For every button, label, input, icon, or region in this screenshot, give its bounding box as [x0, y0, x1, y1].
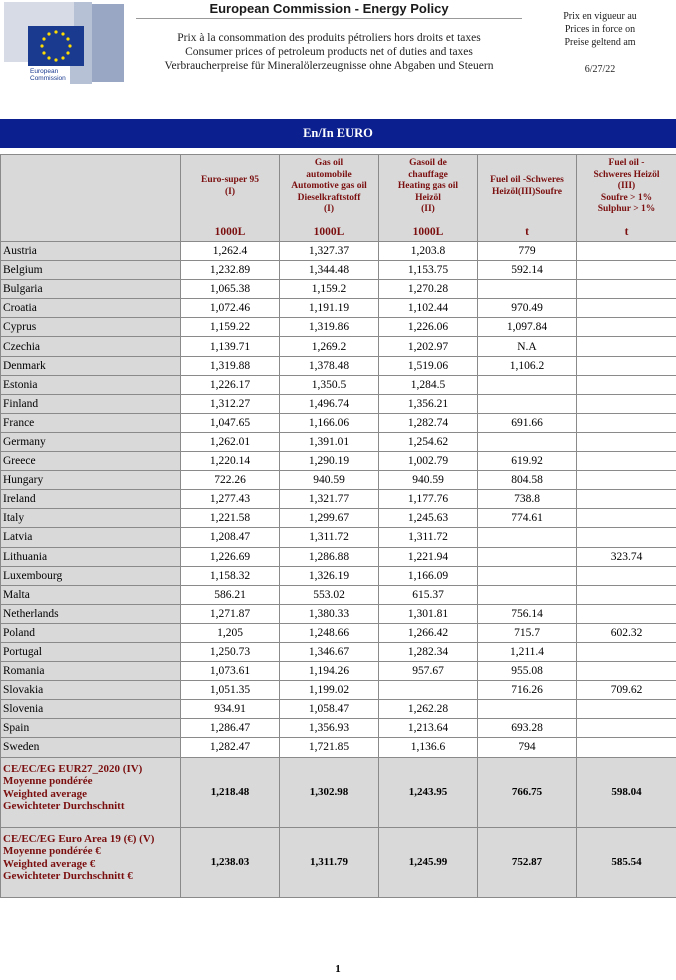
price-cell: 619.92: [478, 452, 577, 471]
price-cell: 756.14: [478, 604, 577, 623]
price-cell: 693.28: [478, 719, 577, 738]
table-row: [1, 585, 676, 604]
table-row: [1, 642, 676, 661]
price-cell: 722.26: [181, 471, 280, 490]
logo-text-line1: European: [30, 68, 59, 75]
price-cell: 1,250.73: [181, 642, 280, 661]
price-cell: 1,136.6: [379, 738, 478, 757]
price-cell: 1,073.61: [181, 662, 280, 681]
price-cell: 323.74: [577, 547, 676, 566]
price-cell: 1,211.4: [478, 642, 577, 661]
price-cell: 1,290.19: [280, 452, 379, 471]
price-cell: 1,262.4: [181, 242, 280, 261]
price-cell: 1,286.47: [181, 719, 280, 738]
country-cell: Portugal: [1, 642, 181, 661]
price-cell: 615.37: [379, 585, 478, 604]
column-unit: 1000L: [412, 225, 444, 238]
price-cell: [478, 566, 577, 585]
price-cell: 1,226.06: [379, 318, 478, 337]
title-divider: [136, 18, 522, 19]
country-cell: Netherlands: [1, 604, 181, 623]
price-cell: [577, 719, 676, 738]
price-cell: N.A: [478, 337, 577, 356]
country-cell: France: [1, 413, 181, 432]
price-cell: 1,166.09: [379, 566, 478, 585]
table-row: [1, 547, 676, 566]
table-header-row: [1, 155, 676, 242]
report-subtitles: [136, 31, 522, 73]
price-cell: 1,047.65: [181, 413, 280, 432]
price-cell: 1,166.06: [280, 413, 379, 432]
price-cell: 709.62: [577, 681, 676, 700]
page-number: 1: [335, 963, 341, 975]
weighted-average-value: 1,302.98: [280, 757, 379, 827]
table-row: [1, 528, 676, 547]
column-unit: 1000L: [313, 225, 345, 238]
table-row: [1, 413, 676, 432]
table-row: [1, 700, 676, 719]
price-cell: 691.66: [478, 413, 577, 432]
column-label: Gasoil de chauffage Heating gas oil Heizöl (II): [397, 158, 459, 214]
price-cell: 1,319.86: [280, 318, 379, 337]
price-cell: 1,226.17: [181, 375, 280, 394]
table-row: [1, 299, 676, 318]
report-date: 6/27/22: [584, 64, 616, 75]
column-header-heating-gas-oil: [379, 155, 478, 242]
table-row: [1, 375, 676, 394]
price-cell: 1,327.37: [280, 242, 379, 261]
table-row: [1, 261, 676, 280]
column-unit: t: [624, 225, 629, 238]
price-cell: [577, 356, 676, 375]
column-unit: t: [525, 225, 529, 238]
price-cell: 1,058.47: [280, 700, 379, 719]
price-cell: [577, 452, 676, 471]
table-body: [1, 242, 676, 898]
country-cell: Ireland: [1, 490, 181, 509]
price-cell: 1,266.42: [379, 623, 478, 642]
report-header: [136, 0, 522, 86]
column-header-fuel-oil-high-sulphur: [577, 155, 676, 242]
price-cell: 1,097.84: [478, 318, 577, 337]
price-cell: 1,065.38: [181, 280, 280, 299]
price-cell: 1,312.27: [181, 394, 280, 413]
weighted-average-value: 1,311.79: [280, 827, 379, 897]
price-cell: 1,072.46: [181, 299, 280, 318]
country-cell: Croatia: [1, 299, 181, 318]
price-cell: 1,269.2: [280, 337, 379, 356]
table-row: [1, 604, 676, 623]
price-cell: 1,277.43: [181, 490, 280, 509]
price-cell: 957.67: [379, 662, 478, 681]
price-cell: 1,378.48: [280, 356, 379, 375]
price-cell: [577, 318, 676, 337]
price-cell: [478, 432, 577, 451]
table-row: [1, 471, 676, 490]
price-cell: 1,102.44: [379, 299, 478, 318]
price-cell: 1,282.47: [181, 738, 280, 757]
table-row: [1, 452, 676, 471]
country-cell: Spain: [1, 719, 181, 738]
subtitle-de: Verbraucherpreise für Mineralölerzeugnisse ohne Abgaben und Steuern: [164, 60, 494, 72]
weighted-average-row: [1, 757, 676, 827]
price-cell: 716.26: [478, 681, 577, 700]
price-cell: 774.61: [478, 509, 577, 528]
price-cell: [577, 509, 676, 528]
table-row: [1, 280, 676, 299]
price-cell: [577, 528, 676, 547]
weighted-average-value: 585.54: [577, 827, 676, 897]
weighted-average-value: 598.04: [577, 757, 676, 827]
price-cell: [379, 681, 478, 700]
eu-building-logo-icon: [0, 0, 128, 86]
table-row: [1, 318, 676, 337]
prices-in-force: [540, 10, 660, 76]
table-row: [1, 337, 676, 356]
price-cell: [478, 394, 577, 413]
price-cell: 553.02: [280, 585, 379, 604]
price-cell: [577, 242, 676, 261]
price-cell: [577, 585, 676, 604]
country-cell: Cyprus: [1, 318, 181, 337]
price-cell: 779: [478, 242, 577, 261]
price-cell: [577, 738, 676, 757]
report-title: European Commission - Energy Policy: [209, 1, 449, 16]
price-cell: 1,319.88: [181, 356, 280, 375]
country-cell: Sweden: [1, 738, 181, 757]
country-cell: Germany: [1, 432, 181, 451]
weighted-average-label: CE/EC/EG EUR27_2020 (IV) Moyenne pondérée Weighted average Gewichteter Durchschnitt: [1, 757, 181, 827]
price-cell: [577, 337, 676, 356]
price-cell: 940.59: [280, 471, 379, 490]
country-cell: Slovakia: [1, 681, 181, 700]
in-force-de: Preise geltend am: [564, 37, 636, 48]
price-cell: [478, 700, 577, 719]
table-row: [1, 623, 676, 642]
price-cell: 1,356.21: [379, 394, 478, 413]
country-cell: Bulgaria: [1, 280, 181, 299]
price-cell: 1,391.01: [280, 432, 379, 451]
price-cell: 738.8: [478, 490, 577, 509]
column-label: Euro-super 95 (I): [201, 175, 259, 197]
price-cell: 715.7: [478, 623, 577, 642]
price-cell: [577, 700, 676, 719]
country-cell: Hungary: [1, 471, 181, 490]
price-cell: [577, 261, 676, 280]
weighted-average-value: 1,238.03: [181, 827, 280, 897]
country-cell: Finland: [1, 394, 181, 413]
price-cell: [577, 642, 676, 661]
price-cell: 1,270.28: [379, 280, 478, 299]
price-cell: [577, 662, 676, 681]
price-cell: 1,051.35: [181, 681, 280, 700]
price-cell: 1,245.63: [379, 509, 478, 528]
price-cell: [577, 566, 676, 585]
weighted-average-label: CE/EC/EG Euro Area 19 (€) (V) Moyenne pondérée € Weighted average € Gewichteter Durchschnitt €: [1, 827, 181, 897]
price-cell: 592.14: [478, 261, 577, 280]
country-cell: Estonia: [1, 375, 181, 394]
price-cell: 1,496.74: [280, 394, 379, 413]
table-row: [1, 490, 676, 509]
price-cell: 1,721.85: [280, 738, 379, 757]
price-cell: 586.21: [181, 585, 280, 604]
price-cell: [577, 490, 676, 509]
price-cell: 1,262.28: [379, 700, 478, 719]
price-cell: [577, 413, 676, 432]
price-cell: 1,232.89: [181, 261, 280, 280]
price-cell: 1,159.22: [181, 318, 280, 337]
price-cell: [478, 375, 577, 394]
column-header-automotive-gas-oil: [280, 155, 379, 242]
in-force-fr: Prix en vigueur au: [563, 11, 637, 22]
column-header-fuel-oil-low-sulphur: [478, 155, 577, 242]
price-cell: [577, 394, 676, 413]
price-cell: 1,220.14: [181, 452, 280, 471]
price-cell: 1,199.02: [280, 681, 379, 700]
price-cell: 602.32: [577, 623, 676, 642]
price-cell: 1,282.34: [379, 642, 478, 661]
european-commission-logo: [0, 0, 128, 86]
subtitle-en: Consumer prices of petroleum products net of duties and taxes: [185, 46, 473, 58]
table-row: [1, 719, 676, 738]
country-cell: Slovenia: [1, 700, 181, 719]
table-row: [1, 432, 676, 451]
country-cell: Latvia: [1, 528, 181, 547]
price-cell: 955.08: [478, 662, 577, 681]
column-label: Fuel oil -Schweres Heizöl(III)Soufre: [490, 175, 564, 197]
price-cell: 794: [478, 738, 577, 757]
price-cell: 1,346.67: [280, 642, 379, 661]
price-cell: 1,321.77: [280, 490, 379, 509]
weighted-average-value: 766.75: [478, 757, 577, 827]
country-cell: Luxembourg: [1, 566, 181, 585]
price-cell: 1,205: [181, 623, 280, 642]
price-cell: [577, 432, 676, 451]
price-cell: 1,301.81: [379, 604, 478, 623]
table-row: [1, 394, 676, 413]
price-cell: 1,194.26: [280, 662, 379, 681]
price-cell: 1,177.76: [379, 490, 478, 509]
price-cell: 1,203.8: [379, 242, 478, 261]
currency-band: En/In EURO: [0, 119, 676, 148]
price-cell: 1,299.67: [280, 509, 379, 528]
price-cell: 1,221.94: [379, 547, 478, 566]
country-cell: Czechia: [1, 337, 181, 356]
price-cell: 1,344.48: [280, 261, 379, 280]
table-row: [1, 566, 676, 585]
table-row: [1, 242, 676, 261]
column-label: Gas oil automobile Automotive gas oil Dieselkraftstoff (I): [291, 158, 367, 214]
price-cell: 1,248.66: [280, 623, 379, 642]
price-cell: 1,284.5: [379, 375, 478, 394]
price-cell: 1,106.2: [478, 356, 577, 375]
price-cell: [577, 375, 676, 394]
price-cell: [478, 280, 577, 299]
price-cell: 1,350.5: [280, 375, 379, 394]
price-cell: 1,311.72: [379, 528, 478, 547]
column-unit: 1000L: [214, 225, 246, 238]
price-cell: 940.59: [379, 471, 478, 490]
table-row: [1, 356, 676, 375]
price-cell: 1,262.01: [181, 432, 280, 451]
country-cell: Italy: [1, 509, 181, 528]
country-cell: Lithuania: [1, 547, 181, 566]
price-cell: 1,158.32: [181, 566, 280, 585]
price-cell: 1,002.79: [379, 452, 478, 471]
price-cell: 1,254.62: [379, 432, 478, 451]
weighted-average-value: 752.87: [478, 827, 577, 897]
price-cell: [478, 528, 577, 547]
in-force-en: Prices in force on: [564, 24, 636, 35]
price-cell: 1,191.19: [280, 299, 379, 318]
price-cell: [478, 585, 577, 604]
country-cell: Greece: [1, 452, 181, 471]
subtitle-fr: Prix à la consommation des produits pétroliers hors droits et taxes: [177, 32, 481, 44]
header-corner-cell: [1, 155, 181, 242]
logo-text-line2: Commission: [30, 75, 66, 82]
price-cell: 1,159.2: [280, 280, 379, 299]
price-cell: 804.58: [478, 471, 577, 490]
price-cell: [577, 471, 676, 490]
price-cell: 1,221.58: [181, 509, 280, 528]
price-cell: 1,311.72: [280, 528, 379, 547]
price-cell: 1,271.87: [181, 604, 280, 623]
price-cell: 1,153.75: [379, 261, 478, 280]
prices-table: [0, 154, 676, 898]
table-row: [1, 662, 676, 681]
weighted-average-value: 1,218.48: [181, 757, 280, 827]
price-cell: 1,286.88: [280, 547, 379, 566]
price-cell: 934.91: [181, 700, 280, 719]
weighted-average-row: [1, 827, 676, 897]
country-cell: Poland: [1, 623, 181, 642]
country-cell: Malta: [1, 585, 181, 604]
country-cell: Denmark: [1, 356, 181, 375]
price-cell: 1,380.33: [280, 604, 379, 623]
table-row: [1, 509, 676, 528]
country-cell: Austria: [1, 242, 181, 261]
price-cell: 1,208.47: [181, 528, 280, 547]
table-row: [1, 681, 676, 700]
price-cell: 1,519.06: [379, 356, 478, 375]
price-cell: 1,202.97: [379, 337, 478, 356]
price-cell: 1,326.19: [280, 566, 379, 585]
price-cell: 1,226.69: [181, 547, 280, 566]
country-cell: Romania: [1, 662, 181, 681]
weighted-average-value: 1,243.95: [379, 757, 478, 827]
price-cell: 1,139.71: [181, 337, 280, 356]
price-cell: [577, 604, 676, 623]
country-cell: Belgium: [1, 261, 181, 280]
price-cell: 1,356.93: [280, 719, 379, 738]
price-cell: [577, 299, 676, 318]
column-label: Fuel oil - Schweres Heizöl (III) Soufre > 1% Sulphur > 1%: [593, 158, 660, 214]
column-header-euro-super: [181, 155, 280, 242]
price-cell: [478, 547, 577, 566]
weighted-average-value: 1,245.99: [379, 827, 478, 897]
table-row: [1, 738, 676, 757]
price-cell: 1,282.74: [379, 413, 478, 432]
price-cell: 970.49: [478, 299, 577, 318]
price-cell: [577, 280, 676, 299]
price-cell: 1,213.64: [379, 719, 478, 738]
